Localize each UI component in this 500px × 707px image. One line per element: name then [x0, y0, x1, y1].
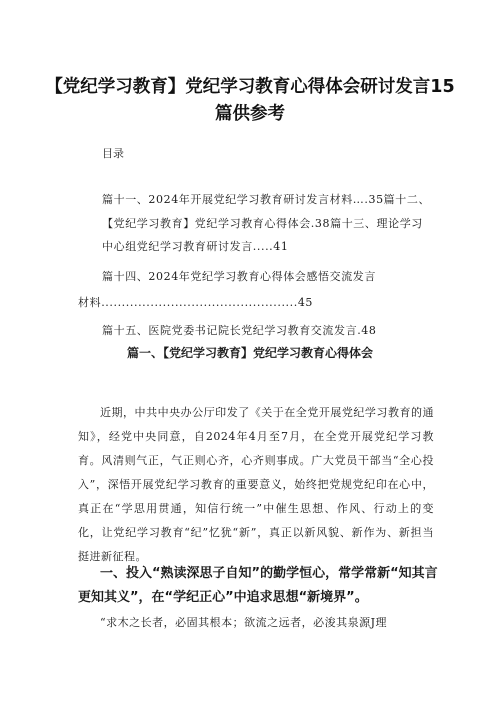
quote-paragraph: “求木之长者，必固其根本；欲流之远者，必浚其泉源J理	[100, 616, 388, 629]
toc-entries-block: 篇十一、2024年开展党纪学习教育研讨发言材料….35篇十二、【党纪学习教育】党纪学习教育心得体会.38篇十三、理论学习中心组党纪学习教育研讨发言.....41	[102, 193, 431, 253]
document-title: 【党纪学习教育】党纪学习教育心得体会研讨发言15篇供参考	[45, 77, 455, 124]
toc-entry-14-continuation: 材料................................................45	[78, 296, 314, 309]
body-paragraph: 近期，中共中央办公厅印发了《关于在全党开展党纪学习教育的通知》，经党中央同意，自2024年4月至7月，在全党开展党纪学习教育。风清则气正，气正则心齐，心齐则事成。广大党员干部当“全心投入”，深悟开展党纪学习教育的重要意义，始终把党规党纪印在心中，真正在“学思用贯通，知信行统一”中催生思想、作风、行动上的变化，让党纪学习教育“纪”忆犹“新”，真正以新风貌、新作为、新担当挺进新征程。	[78, 406, 434, 563]
section-heading: 篇一、【党纪学习教育】党纪学习教育心得体会	[126, 346, 373, 360]
sub-heading: 一、投入“熟读深思子自知”的勤学恒心，常学常新“知其言更知其义”，在“学纪正心”中追求思想“新境界”。	[78, 566, 438, 605]
toc-entry-14: 篇十四、2024年党纪学习教育心得体会感悟交流发言	[102, 270, 376, 283]
toc-label: 目录	[102, 147, 124, 160]
toc-entry-15: 篇十五、医院党委书记院长党纪学习教育交流发言.48	[102, 324, 377, 337]
